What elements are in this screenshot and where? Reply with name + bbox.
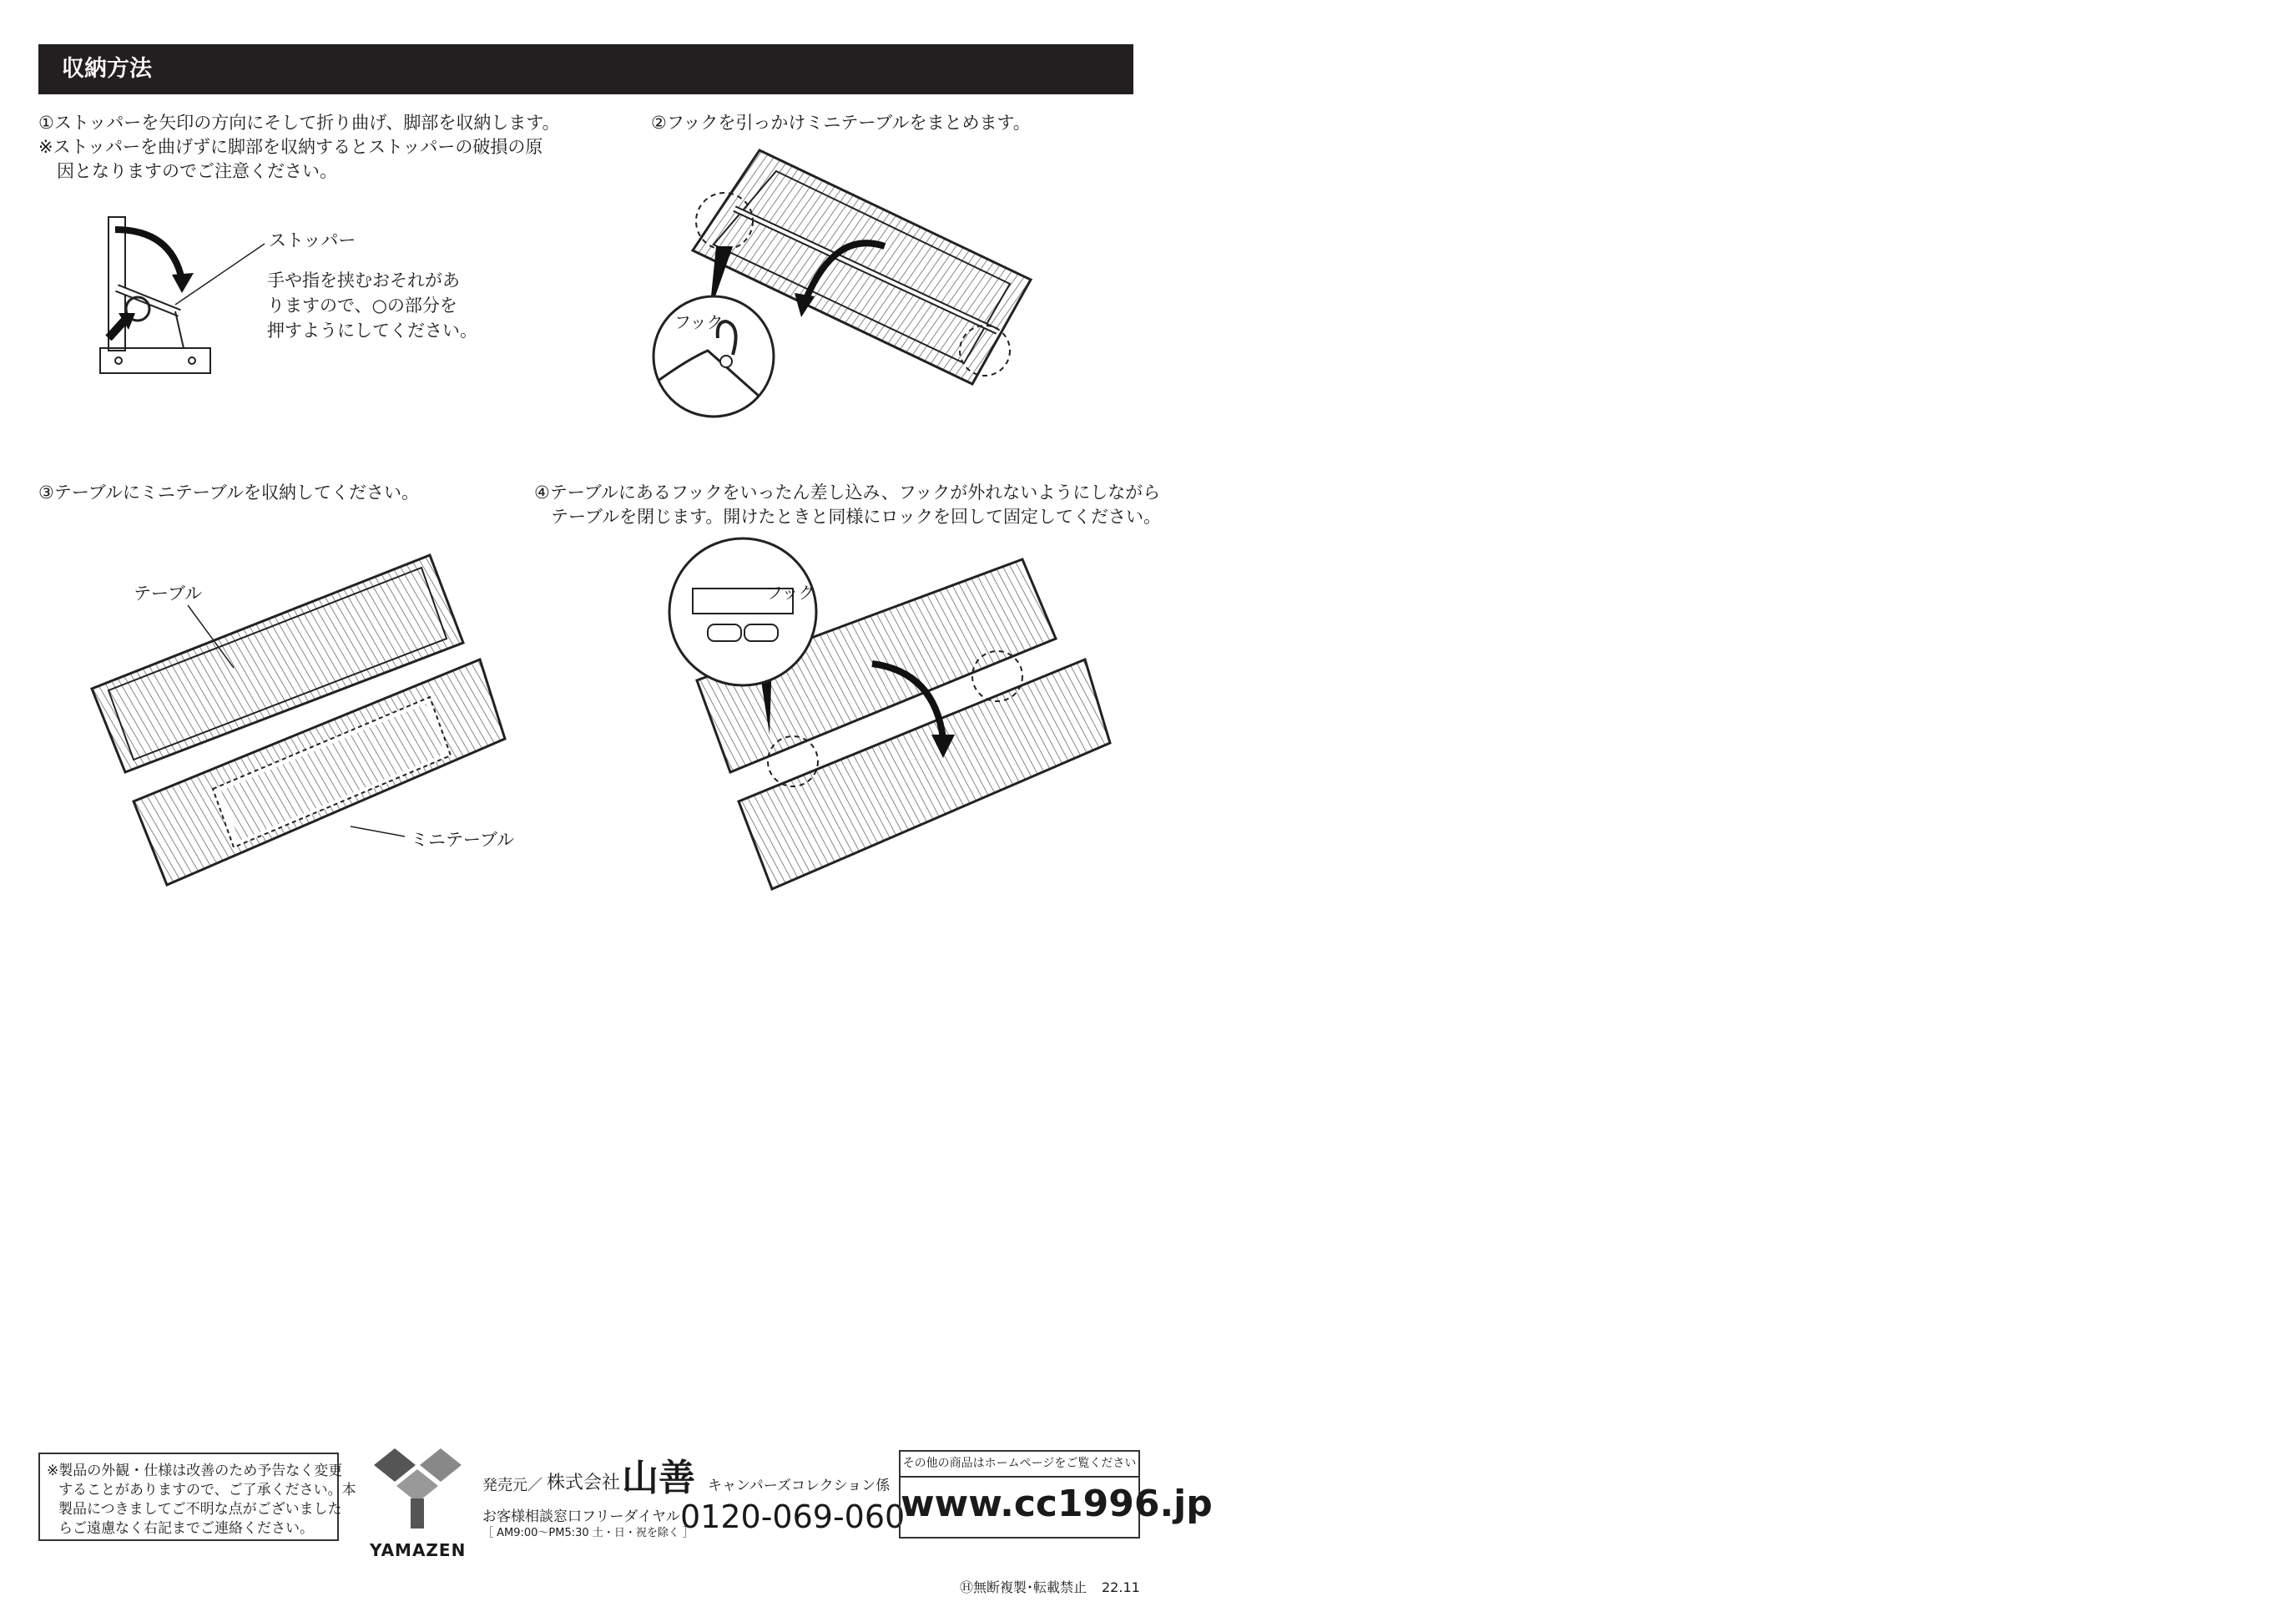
section-title: 収納方法 — [38, 44, 1133, 94]
contact-label: お客様相談窓口フリーダイヤル — [482, 1508, 680, 1525]
notice-box — [38, 1453, 356, 1541]
step3-instruction: ③テーブルにミニテーブルを収納してください。 — [38, 483, 420, 503]
print-code: 22.11 — [1102, 1579, 1140, 1595]
stopper-leader-line — [171, 242, 271, 309]
yamazen-logo-icon — [370, 1448, 466, 1532]
step4-hook-label: フック — [766, 583, 815, 603]
notice-line4: らご遠慮なく右記までご連絡ください。 — [58, 1520, 314, 1537]
mini-table-label: ミニテーブル — [411, 830, 515, 850]
caution-line1: 手や指を挟むおそれがあ — [267, 270, 460, 291]
copyright-notice: Ⓗ無断複製･転載禁止 — [960, 1579, 1087, 1595]
website-url[interactable]: www.cc1996.jp — [901, 1483, 1213, 1525]
website-caption: その他の商品はホームページをご覧ください — [901, 1453, 1138, 1478]
notice-line2: することがありますので、ご了承ください。本 — [58, 1482, 356, 1498]
table-closing-illustration — [668, 534, 1123, 902]
stopper-label: ストッパー — [269, 230, 356, 250]
phone-number: 0120-069-060 — [680, 1498, 906, 1535]
caution-line3: 押すようにしてください。 — [267, 321, 477, 341]
step1-instruction: ①ストッパーを矢印の方向にそして折り曲げ、脚部を収納します。 — [38, 113, 560, 133]
yamazen-logo-text: YAMAZEN — [370, 1540, 467, 1560]
division: キャンパーズコレクション係 — [708, 1478, 891, 1494]
website-box — [899, 1450, 1213, 1539]
seller-prefix: 発売元／ — [482, 1477, 542, 1494]
step4-instruction: ④テーブルにあるフックをいったん差し込み、フックが外れないようにしながら — [534, 483, 1161, 503]
company-mark: 山善 — [622, 1457, 695, 1499]
step2-hook-label: フック — [674, 312, 724, 332]
caution-line2: りますので、○の部分を — [267, 296, 457, 316]
step4-instruction-cont: テーブルを閉じます。開けたときと同様にロックを回して固定してください。 — [551, 507, 1162, 527]
step2-instruction: ②フックを引っかけミニテーブルをまとめます。 — [651, 113, 1031, 133]
notice-line1: ※製品の外観・仕様は改善のため予告なく変更 — [47, 1463, 343, 1479]
step1-warning-cont: 因となりますのでご注意ください。 — [57, 161, 337, 181]
table-label: テーブル — [134, 584, 203, 604]
contact-hours: ［ AM9:00～PM5:30 土・日・祝を除く ］ — [482, 1527, 694, 1539]
company-name: 株式会社 — [547, 1473, 621, 1493]
step1-warning: ※ストッパーを曲げずに脚部を収納するとストッパーの破損の原 — [38, 137, 543, 157]
notice-line3: 製品につきましてご不明な点がございました — [58, 1501, 342, 1518]
step3-leader-lines — [184, 601, 417, 843]
hook-mini-table-illustration — [643, 146, 1035, 422]
